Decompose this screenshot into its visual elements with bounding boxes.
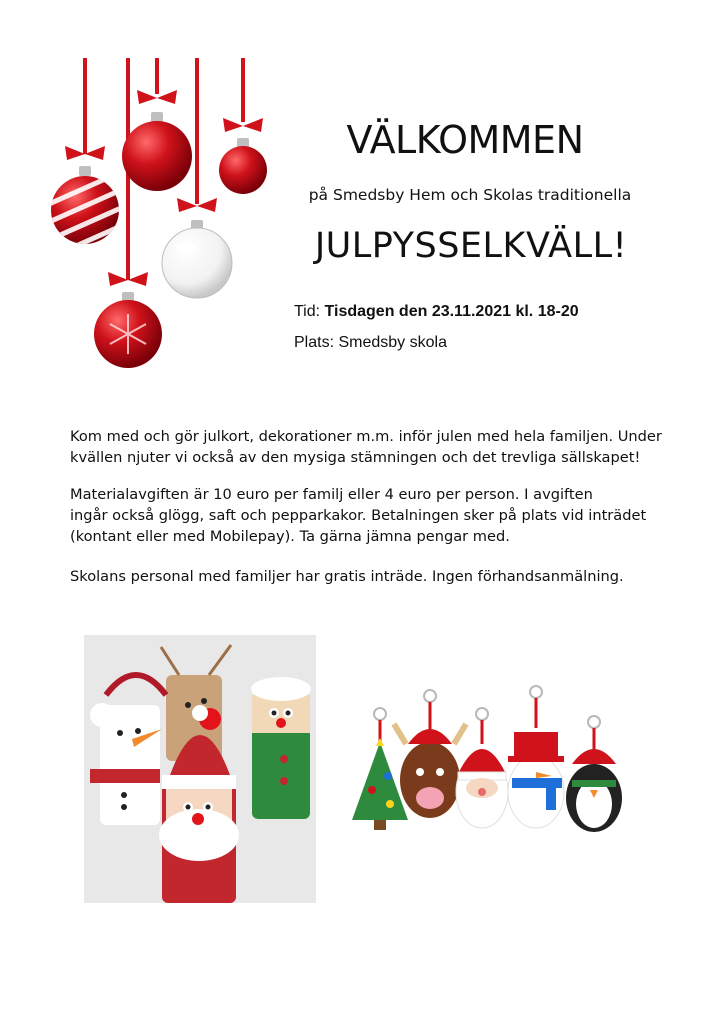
paragraph-line: (kontant eller med Mobilepay). Ta gärna jämna pengar med.: [70, 528, 510, 545]
page-title: VÄLKOMMEN: [346, 118, 584, 162]
subtitle: på Smedsby Hem och Skolas traditionella: [308, 186, 632, 204]
paragraph-staff: Skolans personal med familjer har gratis inträde. Ingen förhandsanmälning.: [70, 568, 624, 585]
christmas-ornaments-illustration: [40, 58, 280, 378]
paragraph-intro: [70, 426, 670, 468]
paragraph-line: Materialavgiften är 10 euro per familj eller 4 euro per person. I avgiften: [70, 486, 593, 503]
place-line: [294, 334, 447, 352]
time-label: Tid:: [294, 303, 321, 320]
paragraph-line: ingår också glögg, saft och pepparkakor. Betalningen sker på plats vid inträdet: [70, 507, 647, 524]
place-label: Plats:: [294, 334, 335, 351]
time-line: [294, 303, 579, 321]
paragraph-line: Kom med och gör julkort, dekorationer m.m. inför julen med hela familjen. Under: [70, 428, 662, 445]
toilet-roll-figures-photo: [84, 635, 316, 903]
felt-ornaments-photo: [340, 680, 630, 840]
paragraph-line: kvällen njuter vi också av den mysiga stämningen och det trevliga sällskapet!: [70, 449, 641, 466]
event-name: JULPYSSELKVÄLL!: [314, 226, 628, 266]
paragraph-fee: [70, 484, 670, 547]
place-value: Smedsby skola: [338, 334, 447, 351]
time-value: Tisdagen den 23.11.2021 kl. 18-20: [324, 303, 579, 320]
